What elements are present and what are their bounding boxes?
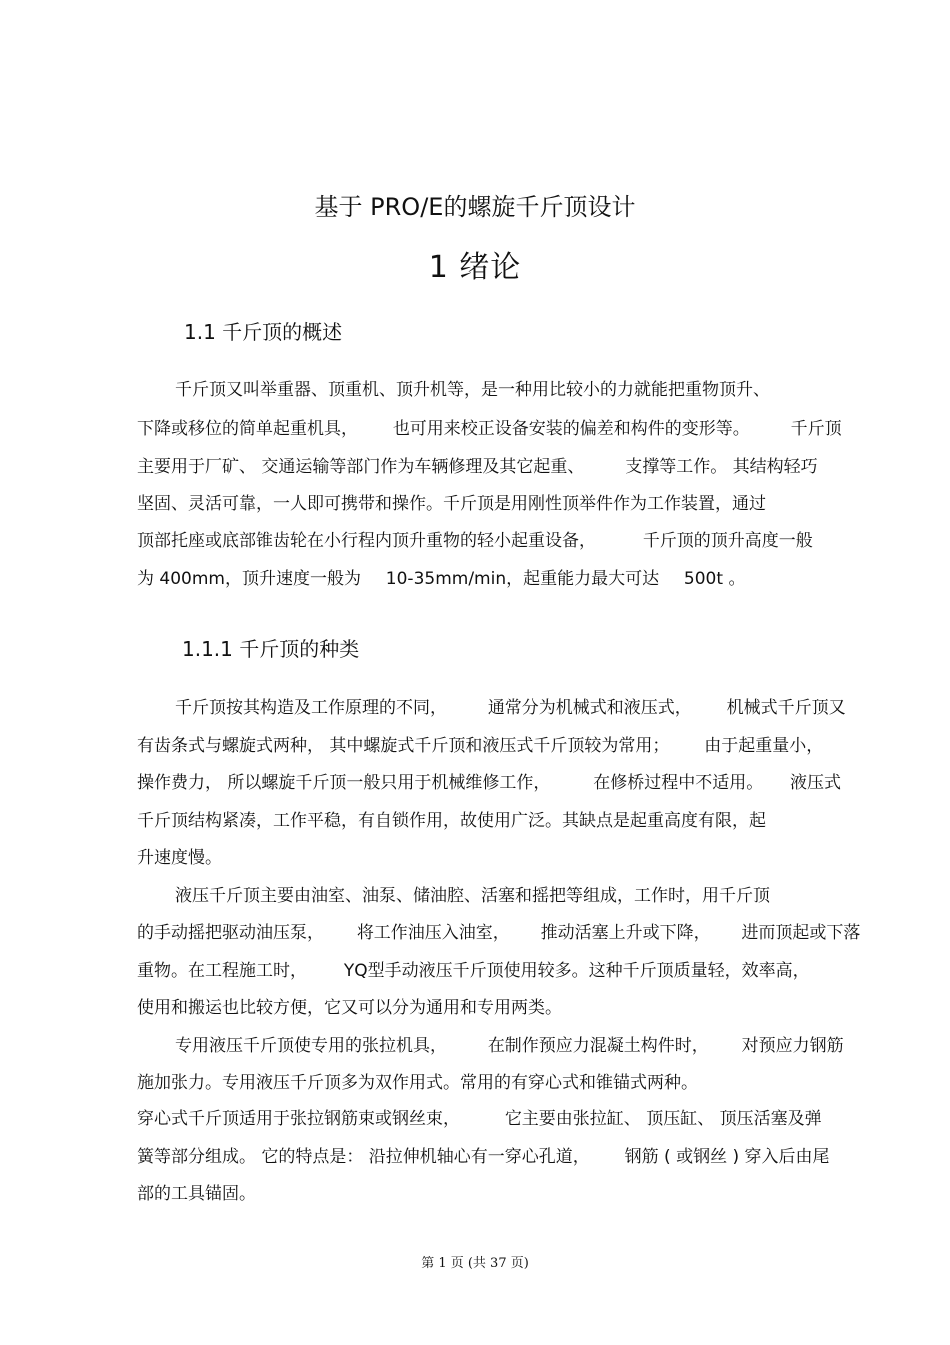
text-segment: 千斤顶按其构造及工作原理的不同， [175, 698, 447, 718]
section-heading-1-1-1: 1.1.1 千斤顶的种类 [182, 637, 360, 661]
text-segment: 机械式千斤顶又 [726, 698, 846, 718]
text-segment: 千斤顶 [790, 419, 842, 439]
text-segment: 重物。在工程施工时， [137, 961, 307, 981]
chapter-heading: 1 绪论 [428, 250, 522, 285]
text-segment: 有齿条式与螺旋式两种， 其中螺旋式千斤顶和液压式千斤顶较为常用； [137, 736, 670, 756]
text-segment: 对预应力钢筋 [741, 1036, 844, 1056]
text-segment: 液压式 [790, 773, 842, 793]
text-segment: 也可用来校正设备安装的偏差和构件的变形等。 [392, 419, 750, 439]
paragraph-line [137, 456, 818, 478]
paragraph-line [137, 922, 860, 944]
text-segment: 的手动摇把驱动油压泵， [137, 923, 324, 943]
paragraph-line [137, 1146, 830, 1168]
text-segment: 在制作预应力混凝土构件时， [487, 1036, 709, 1056]
text-segment: 通常分为机械式和液压式， [487, 698, 692, 718]
paragraph-line [137, 772, 841, 794]
text-segment: 钢筋 ( 或钢丝 ) 穿入后由尾 [624, 1147, 830, 1167]
text-segment: 为 400mm，顶升速度一般为 [137, 569, 361, 589]
paragraph-line: 部的工具锚固。 [137, 1184, 256, 1204]
text-segment: 顶部托座或底部锥齿轮在小行程内顶升重物的轻小起重设备， [137, 531, 596, 551]
paragraph-line [175, 697, 846, 719]
text-segment: 穿心式千斤顶适用于张拉钢筋束或钢丝束， [137, 1109, 460, 1129]
paragraph-line: 液压千斤顶主要由油室、油泵、储油腔、活塞和摇把等组成，工作时，用千斤顶 [175, 886, 770, 906]
text-segment: 支撑等工作。 其结构轻巧 [625, 457, 818, 477]
paragraph-line [137, 735, 823, 757]
paragraph-line: 千斤顶结构紧凑，工作平稳，有自锁作用，故使用广泛。其缺点是起重高度有限，起 [137, 811, 766, 831]
text-segment: 10-35mm/min，起重能力最大可达 [385, 569, 660, 589]
text-segment: 在修桥过程中不适用。 [593, 773, 764, 793]
text-segment: 推动活塞上升或下降， [540, 923, 711, 943]
text-segment: 簧等部分组成。 它的特点是： 沿拉伸机轴心有一穿心孔道， [137, 1147, 590, 1167]
text-segment: 操作费力， 所以螺旋千斤顶一般只用于机械维修工作， [137, 773, 551, 793]
paragraph-line [137, 1108, 822, 1130]
text-segment: 专用液压千斤顶使专用的张拉机具， [175, 1036, 447, 1056]
text-segment: 进而顶起或下落 [741, 923, 861, 943]
text-segment: 500t 。 [683, 569, 746, 589]
paragraph-line [137, 960, 810, 982]
text-segment: YQ型手动液压千斤顶使用较多。这种千斤顶质量轻，效率高， [343, 961, 810, 981]
paragraph-line [137, 568, 745, 590]
paragraph-line: 使用和搬运也比较方便，它又可以分为通用和专用两类。 [137, 998, 562, 1018]
document-title: 基于 PRO/E的螺旋千斤顶设计 [314, 193, 636, 221]
text-segment: 由于起重量小， [704, 736, 824, 756]
text-segment: 主要用于厂矿、 交通运输等部门作为车辆修理及其它起重、 [137, 457, 585, 477]
paragraph-line: 坚固、灵活可靠，一人即可携带和操作。千斤顶是用刚性顶举件作为工作装置，通过 [137, 494, 766, 514]
text-segment: 千斤顶的顶升高度一般 [642, 531, 813, 551]
paragraph-line [137, 530, 813, 552]
text-segment: 下降或移位的简单起重机具， [137, 419, 358, 439]
paragraph-line [175, 1035, 844, 1057]
text-segment: 将工作油压入油室， [356, 923, 510, 943]
section-heading-1-1: 1.1 千斤顶的概述 [184, 320, 343, 344]
paragraph-line: 施加张力。专用液压千斤顶多为双作用式。常用的有穿心式和锥锚式两种。 [137, 1073, 698, 1093]
paragraph-line [137, 418, 842, 440]
paragraph-line: 千斤顶又叫举重器、顶重机、顶升机等，是一种用比较小的力就能把重物顶升、 [175, 380, 770, 400]
text-segment: 它主要由张拉缸、 顶压缸、 顶压活塞及弹 [504, 1109, 822, 1129]
page-footer: 第 1 页 (共 37 页) [421, 1256, 529, 1271]
paragraph-line: 升速度慢。 [137, 848, 222, 868]
